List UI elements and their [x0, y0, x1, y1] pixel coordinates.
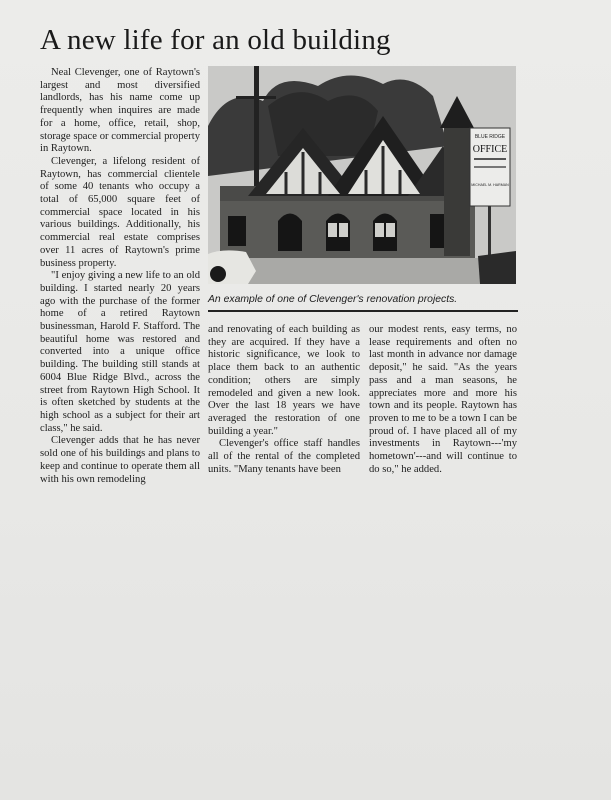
paragraph: and renovating of each building as they are acquired. If they have a historic significance, we look to place them back to an authentic condition; others are simply remodeled and given a new look. Over the last 18 years we have averaged the restoration of one building a year."	[208, 324, 360, 437]
photo-caption: An example of one of Clevenger's renovation projects.	[208, 294, 458, 305]
paragraph: "I enjoy giving a new life to an old building. I started nearly 20 years ago with the purchase of the former home of a retired Raytown businessman, Harold F. Stafford. The beautiful home was restored and converted into a unique office building. The building still stands at 6004 Blue Ridge Blvd., across the street from Raytown High School. It is often sketched by students at the high school as a subject for their art class," he said.	[40, 270, 200, 434]
article-column-1	[40, 67, 200, 486]
divider-rule	[208, 310, 518, 312]
sign-line1: BLUE RIDGE	[474, 134, 506, 140]
paragraph: Clevenger adds that he has never sold one of his buildings and plans to keep and continue to operate them all with his own remodeling	[40, 435, 200, 485]
headline: A new life for an old building	[40, 24, 391, 56]
sign-line3: MICHAEL M. HARMAN	[471, 183, 509, 187]
article-column-3	[369, 324, 517, 476]
paragraph: Clevenger's office staff handles all of the rental of the completed units. "Many tenants have been	[208, 438, 360, 475]
sign-line2: OFFICE	[472, 144, 508, 155]
paragraph: Clevenger, a lifelong resident of Raytown, has commercial clientele of some 40 tenants who occupy a total of 65,000 square feet of commercial space located in his various buildings. Additionally, his commercial real estate comprises over 11 acres of Raytown's prime business property.	[40, 155, 200, 269]
article-column-2	[208, 324, 360, 476]
building-photo	[208, 66, 516, 284]
paragraph: Neal Clevenger, one of Raytown's largest and most diversified landlords, has his name come up frequently when inquires are made for a home, office, retail, shop, storage space or commercial property in Raytown.	[40, 67, 200, 155]
paragraph: our modest rents, easy terms, no lease requirements and often no last month in advance nor damage deposit," he said. "As the years pass and a man seasons, he appreciates more and more his town and its people. Raytown has proven to me to be a town I can be proud of. I have placed all of my investments in Raytown---'my hometown'---and will continue to do so," he added.	[369, 324, 517, 475]
